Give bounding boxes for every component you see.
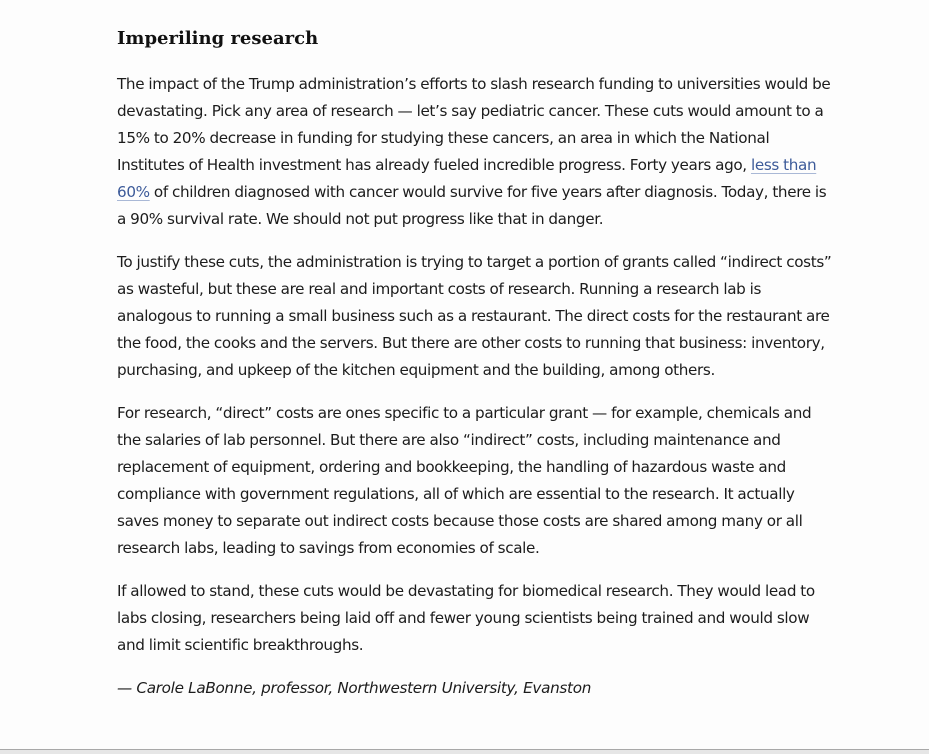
letter-signature: — Carole LaBonne, professor, Northwestern University, Evanston [117, 679, 592, 697]
paragraph-4: If allowed to stand, these cuts would be devastating for biomedical research. They would lead to labs closing, researchers being laid off and fewer young scientists being trained and would slow and limit scientific breakthroughs. [117, 582, 815, 654]
survival-rate-link[interactable]: less than 60% [117, 156, 817, 201]
paragraph-1-text-after: of children diagnosed with cancer would survive for five years after diagnosis. Today, there is a 90% survival rate. We should not put progress like that in danger. [117, 183, 827, 228]
letter-heading: Imperiling research [117, 28, 319, 49]
paragraph-3: For research, “direct” costs are ones specific to a particular grant — for example, chemicals and the salaries of lab personnel. But there are also “indirect” costs, including maintenance and replacement of equipment, ordering and bookkeeping, the handling of hazardous waste and compliance with government regulations, all of which are essential to the research. It actually saves money to separate out indirect costs because those costs are shared among many or all research labs, leading to savings from economies of scale. [117, 404, 812, 557]
paragraph-1 [117, 71, 837, 233]
bottom-scroll-edge [0, 749, 929, 754]
letter-article [117, 26, 837, 702]
paragraph-1-text-before: The impact of the Trump administration’s efforts to slash research funding to universities would be devastating. Pick any area of research — let’s say pediatric cancer. These cuts would amount to a 15% to 20% decrease in funding for studying these cancers, an area in which the National Institutes of Health investment has already fueled incredible progress. Forty years ago, [117, 75, 831, 174]
paragraph-2: To justify these cuts, the administration is trying to target a portion of grants called “indirect costs” as wasteful, but these are real and important costs of research. Running a research lab is analogous to running a small business such as a restaurant. The direct costs for the restaurant are the food, the cooks and the servers. But there are other costs to running that business: inventory, purchasing, and upkeep of the kitchen equipment and the building, among others. [117, 253, 832, 379]
